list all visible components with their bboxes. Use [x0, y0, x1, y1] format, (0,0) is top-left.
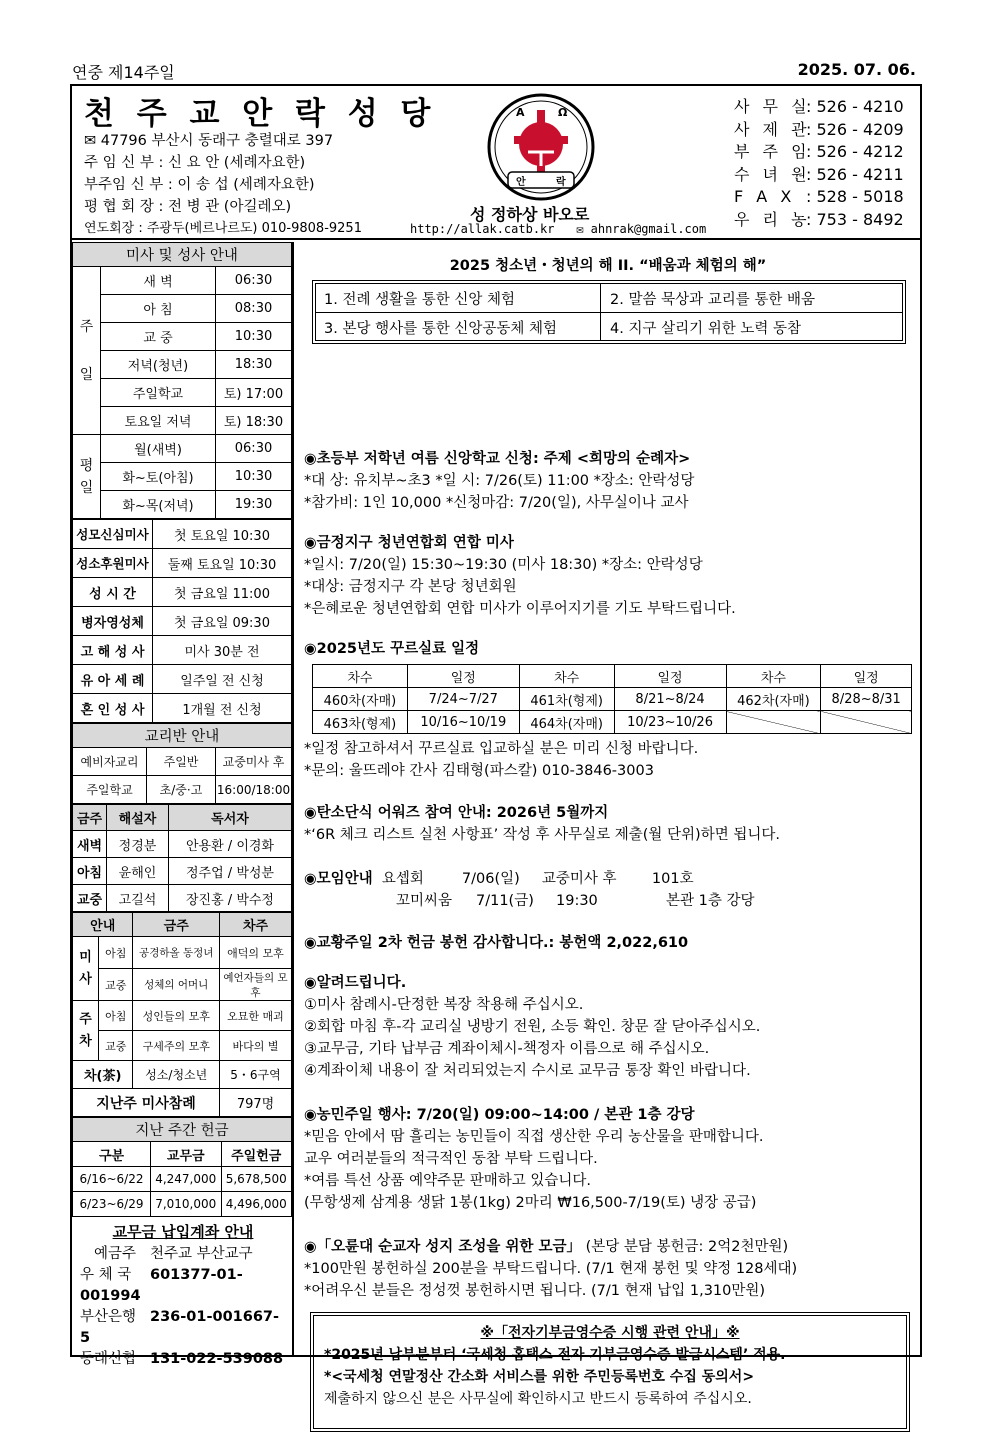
pope-sunday-notice: ◉교황주일 2차 헌금 봉헌 감사합니다.: 봉헌액 2,022,610: [304, 935, 689, 951]
phone-row: 사 무 실: 526 - 4210: [734, 97, 904, 116]
website-link[interactable]: http://allak.catb.kr: [410, 222, 555, 236]
bulletin-frame: [70, 84, 922, 1407]
week-label: 연중 제14주일: [72, 63, 175, 82]
cursillo-notes: *일정 참고하셔서 꾸르실료 입교하실 분은 미리 신청 바랍니다. *문의: 울뜨레야 간사 김태형(파스칼) 010-3846-3003: [304, 741, 699, 779]
assistant-pastor: 부주임 신 부 : 이 송 섭 (세례자요한): [84, 177, 315, 193]
parish-logo: [486, 92, 596, 202]
mass-title: 미사 및 성사 안내: [73, 243, 292, 267]
martyrs-shrine-notice: ◉「오륜대 순교자 성지 조성을 위한 모금」 (본당 분담 봉헌금: 2억2천만원) *100만원 봉헌하실 200분을 부탁드립니다. (7/1 현재 봉헌 및 약정 128세대) *어려우신 분들은 정성껏 봉헌하시면 됩니다. (7/1 현재 납입 1,310만원): [304, 1239, 798, 1299]
goals-box: 1. 전례 생활을 통한 신앙 체험 2. 말씀 묵상과 교리를 통한 배움 3. 본당 행사를 통한 신앙공동체 체험 4. 지구 살리기 위한 노력 동참: [312, 280, 906, 344]
cursillo-title: ◉2025년도 꾸르실료 일정: [304, 641, 480, 657]
svg-text:Ω: Ω: [558, 106, 568, 119]
church-info: [84, 130, 362, 240]
tax-receipt-notice: ※「전자기부금영수증 시행 관련 안내」※ *2025년 납부분부터 ‘국세청 홈택스 전자 기부금영수증 발급시스템’ 적용. *<국세청 연말정산 간소화 서비스를 위한 주민등록번호 수집 동의서> 제출하지 않으신 분은 사무실에 확인하시고 반드시 등록하여 주십시오.: [310, 1312, 910, 1432]
readers-table: 금주 해설자 독서자 새벽 정경분 안용환 / 이경화 아침 윤해인 정주업 / 박성분 교중 고길석 장진홍 / 박수정: [72, 804, 292, 912]
carbon-fast-notice: ◉탄소단식 어워즈 참여 안내: 2026년 5월까지 *‘6R 체크 리스트 실천 사항표’ 작성 후 사무실로 제출(월 단위)하면 됩니다.: [304, 805, 780, 843]
council-president: 평 협 회 장 : 전 병 관 (아길레오): [84, 199, 292, 215]
church-name: 천 주 교 안 락 성 당: [84, 96, 437, 132]
next-label: 주 차: [73, 1001, 99, 1061]
phone-list: [734, 96, 904, 231]
svg-text:안: 안: [516, 177, 526, 188]
contact-line: [410, 222, 706, 236]
summer-school-notice: ◉초등부 저학년 여름 신앙학교 신청: 주제 <희망의 순례자> *대 상: 유치부~초3 *일 시: 7/26(토) 11:00 *장소: 안락성당 *참가비: 1인 10,000 *신청마감: 7/20(일), 사무실이나 교사: [304, 451, 695, 511]
mass-schedule-table: 미사 및 성사 안내 주 일 새 벽 06:30 아 침 08:30 교 중 10:30 저녁(청년) 18:30 주일학교 토) 17:00 토요일 저녁 토) 18:30 평 일 월(새벽) 06:30 화~토(아침) 10:30 화~목(저녁) 19:30: [72, 242, 292, 519]
weekday-label: 평 일: [73, 435, 101, 519]
phone-row: 우 리 농: 753 - 8492: [734, 209, 904, 229]
svg-text:락: 락: [556, 177, 566, 188]
pastor: 주 임 신 부 : 신 요 안 (세례자요한): [84, 155, 306, 171]
svg-text:A: A: [516, 106, 525, 119]
youth-mass-notice: ◉금정지구 청년연합회 연합 미사 *일시: 7/20(일) 15:30~19:30 (미사 18:30) *장소: 안락성당 *대상: 금정지구 각 본당 청년회원 *은혜로운 청년연합회 연합 미사가 이루어지기를 기도 부탁드립니다.: [304, 535, 736, 617]
sacraments-table: 성모신심미사 첫 토요일 10:30 성소후원미사 둘째 토요일 10:30 성 시 간 첫 금요일 11:00 병자영성체 첫 금요일 09:30 고 해 성 사 미사 30분 전 유 아 세 례 일주일 전 신청 혼 인 성 사 1개월 전 신청: [72, 519, 292, 723]
choir-president: 연도회장 : 주광두(베르나르도) 010-9808-9251: [84, 221, 362, 236]
left-sidebar: [72, 242, 294, 1367]
email-link[interactable]: ✉ ahnrak@gmail.com: [576, 222, 707, 236]
year-theme: 2025 청소년・청년의 해 II. “배움과 체험의 해”: [449, 258, 767, 274]
phone-row: 부 주 임: 526 - 4212: [734, 142, 904, 161]
main-content: [296, 242, 920, 1407]
sunday-label: 주 일: [73, 267, 101, 435]
address: ✉ 47796 부산시 동래구 충렬대로 397: [84, 133, 334, 149]
phone-row: 사 제 관: 526 - 4209: [734, 119, 904, 139]
patron-saint: 성 정하상 바오로: [470, 205, 590, 224]
catechism-table: 교리반 안내 예비자교리 주일반 교중미사 후 주일학교 초/중·고 16:00/18:00: [72, 723, 292, 804]
phone-row: F A X : 528 - 5018: [734, 187, 904, 206]
header: [72, 86, 920, 240]
announcements: ◉알려드립니다. ①미사 참례시-단정한 복장 착용해 주십시오. ②회합 마침 후-각 교리실 냉방기 전원, 소등 확인. 창문 잘 닫아주십시오. ③교무금, 기타 납부금 계좌이체시-책정자 이름으로 해 주십시오. ④계좌이체 내용이 잘 처리되었는지 수시로 교무금 통장 확인 바랍니다.: [304, 975, 761, 1079]
cursillo-table: 차수 일정 차수 일정 차수 일정 460차(자매) 7/24~7/27 461차(형제) 8/21~8/24 462차(자매) 8/28~8/31 463차(형제) 10/16~10/19 464차(자매) 10/23~10/26: [312, 664, 912, 734]
account-section: 교무금 납입계좌 안내 예금주 천주교 부산교구 우 체 국 601377-01-001994 부산은행 236-01-001667-5 동래신협 131-022-539088: [80, 1223, 284, 1367]
guide-table: 안내 금주 차주 미 사 아침 공경하올 동정녀 애덕의 모후 교중 성체의 어머니 예언자들의 모후 주 차 아침 성인들의 모후 오묘한 매괴 교중 구세주의 모후 바다의 별 차(茶) 성소/청소년 5・6구역 지난주 미사참례 797명: [72, 912, 292, 1117]
farmers-sunday-notice: ◉농민주일 행사: 7/20(일) 09:00~14:00 / 본관 1층 강당 *믿음 안에서 땀 흘리는 농민들이 직접 생산한 우리 농산물을 판매합니다. 교우 여러분들의 적극적인 동참 부탁 드립니다. *여름 특선 상품 예약주문 판매하고 있습니다. (무항생제 삼계용 생닭 1봉(1kg) 2마리 ₩16,500-7/19(토) 냉장 공급): [304, 1107, 764, 1211]
meeting-notice: ◉모임안내 요셉회 7/06(일) 교중미사 후 101호 꼬미씨움 7/11(금) 19:30 본관 1층 강당: [304, 871, 755, 909]
mass-label: 미 사: [73, 937, 99, 1001]
offering-table: 지난 주간 헌금 구분 교무금 주일헌금 6/16~6/22 4,247,000 5,678,500 6/23~6/29 7,010,000 4,496,000: [72, 1117, 292, 1217]
phone-row: 수 녀 원: 526 - 4211: [734, 164, 904, 184]
date-label: 2025. 07. 06.: [797, 60, 916, 79]
